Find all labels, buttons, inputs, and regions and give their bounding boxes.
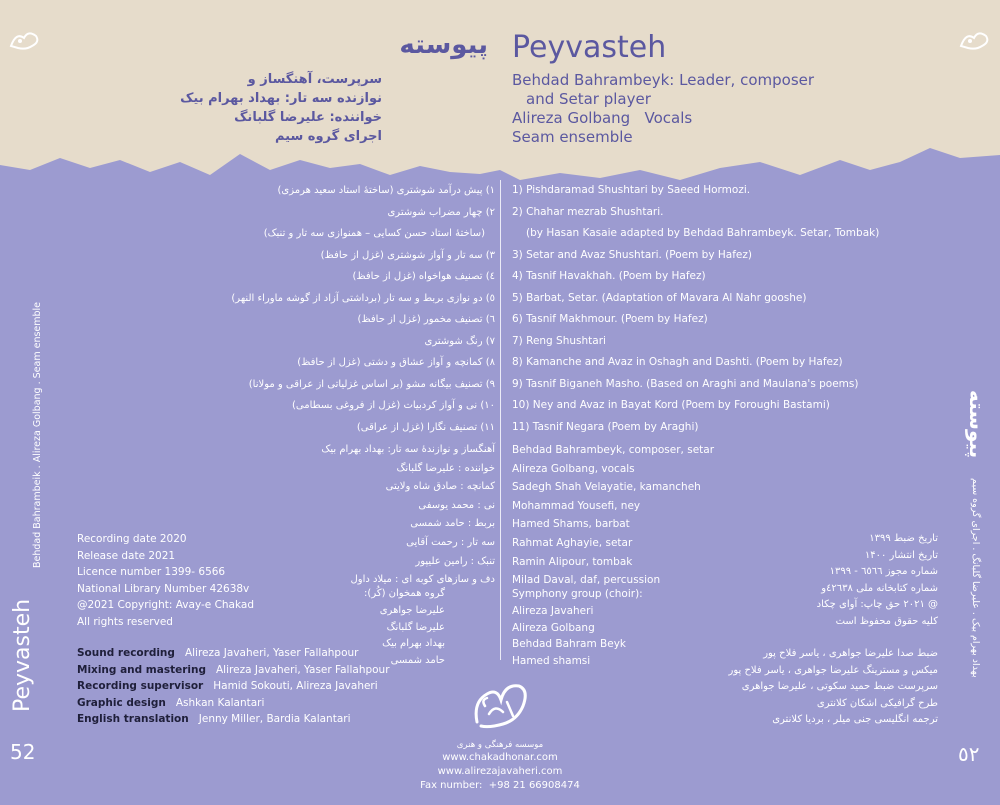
choir-item-fa: گروه همخوان (کُر): bbox=[364, 588, 445, 599]
track-item: (by Hasan Kasaie adapted by Behdad Bahrambeyk. Setar, Tombak) bbox=[526, 227, 880, 239]
title-en: Peyvasteh bbox=[512, 30, 667, 65]
production-line bbox=[77, 645, 390, 662]
production-names: Hamid Sokouti, Alireza Javaheri bbox=[213, 680, 378, 692]
publisher-web2[interactable]: www.alirezajavaheri.com bbox=[437, 766, 563, 777]
production-line bbox=[77, 695, 390, 712]
track-item: 5) Barbat, Setar. (Adaptation of Mavara Al Nahr gooshe) bbox=[512, 291, 807, 304]
release-line: @2021 Copyright: Avay-e Chakad bbox=[77, 599, 254, 611]
production-role: Sound recording bbox=[77, 647, 175, 659]
musician-item: Alireza Golbang, vocals bbox=[512, 462, 635, 475]
release-info-en bbox=[77, 531, 254, 630]
musicians-fa bbox=[321, 441, 495, 590]
musician-item: Sadegh Shah Velayatie, kamancheh bbox=[512, 481, 701, 494]
production-names: Alireza Javaheri, Yaser Fallahpour bbox=[216, 663, 390, 676]
credit-en-line: Seam ensemble bbox=[512, 128, 633, 146]
spine-right-title: پیوسته bbox=[965, 390, 989, 459]
production-names: Ashkan Kalantari bbox=[175, 696, 265, 709]
release-line: Licence number 1399- 6566 bbox=[77, 566, 226, 578]
credit-en-line: Alireza Golbang Vocals bbox=[512, 109, 693, 127]
credit-fa-line: خواننده: علیرضا گلبانگ bbox=[234, 110, 382, 125]
musician-item: Rahmat Aghayie, setar bbox=[512, 536, 633, 549]
choir-item: Alireza Javaheri bbox=[512, 604, 594, 617]
spine-right-number: ٥٢ bbox=[958, 742, 980, 766]
production-line bbox=[77, 662, 390, 679]
track-item-fa: ۳) سه تار و آواز شوشتری (غزل از حافظ) bbox=[320, 249, 495, 261]
track-item: 2) Chahar mezrab Shushtari. bbox=[512, 205, 664, 218]
choir-item-fa: علیرضا جواهری bbox=[379, 604, 445, 616]
track-item: 3) Setar and Avaz Shushtari. (Poem by Hafez) bbox=[512, 248, 752, 261]
credit-fa-line: نوازنده سه تار: بهداد بهرام بیک bbox=[180, 91, 382, 106]
musician-item: Mohammad Yousefi, ney bbox=[512, 499, 641, 512]
publisher-name-fa: موسسه فرهنگی و هنری bbox=[456, 740, 544, 750]
spine-left-subtitle: Behdad Bahrambeik . Alireza Golbang . Seam ensemble bbox=[32, 301, 43, 568]
release-line-fa: @ ۲۰۲۱ حق چاپ: آوای چکاد bbox=[816, 599, 938, 610]
release-line: National Library Number 42638v bbox=[77, 582, 250, 595]
credit-en-line: Behdad Bahrambeyk: Leader, composer bbox=[512, 71, 815, 89]
choir-item: Behdad Bahram Beyk bbox=[512, 638, 626, 651]
musician-item: Hamed Shams, barbat bbox=[512, 518, 630, 531]
release-line-fa: تاریخ انتشار ۱۴۰۰ bbox=[864, 549, 938, 561]
release-line-fa: کلیه حقوق محفوظ است bbox=[835, 615, 938, 627]
choir-item: Hamed shamsi bbox=[512, 655, 591, 668]
release-line: Release date 2021 bbox=[77, 549, 176, 562]
musician-item: Ramin Alipour, tombak bbox=[512, 555, 633, 568]
track-item: 10) Ney and Avaz in Bayat Kord (Poem by Foroughi Bastami) bbox=[512, 399, 830, 411]
production-role: Recording supervisor bbox=[77, 680, 204, 692]
production-line-fa: ضبط صدا علیرضا جواهری ، یاسر فلاح پور bbox=[763, 648, 938, 659]
production-names: Alireza Javaheri, Yaser Fallahpour bbox=[184, 647, 359, 659]
track-item: 7) Reng Shushtari bbox=[512, 334, 606, 347]
track-item: 6) Tasnif Makhmour. (Poem by Hafez) bbox=[512, 313, 708, 325]
credit-fa-line: اجرای گروه سیم bbox=[274, 129, 382, 144]
track-item: 9) Tasnif Biganeh Masho. (Based on Araghi and Maulana's poems) bbox=[512, 377, 859, 390]
production-credits-en bbox=[77, 645, 390, 728]
track-item-fa: ۱۰) نی و آواز کردبیات (غزل از فروغی بسطامی) bbox=[292, 400, 495, 411]
production-line bbox=[77, 711, 390, 728]
spine-right-subtitle: بهداد بهرام بیک . علیرضا گلبانگ . اجرای گروه سیم bbox=[970, 478, 981, 678]
release-line-fa: شماره مجوز ٦٥٦٦ - ۱۳۹۹ bbox=[829, 566, 938, 577]
musician-item-fa: تنبک : رامین علیپور bbox=[415, 555, 495, 567]
center-divider bbox=[500, 180, 501, 660]
choir-item-fa: بهداد بهرام بیک bbox=[382, 638, 445, 650]
release-line: Recording date 2020 bbox=[77, 533, 187, 545]
track-item-fa: ۱۱) تصنیف نگارا (غزل از عراقی) bbox=[356, 421, 495, 433]
credit-en-line: and Setar player bbox=[526, 90, 651, 108]
credit-fa-line: سرپرست، آهنگساز و bbox=[247, 72, 382, 87]
production-role: Graphic design bbox=[77, 696, 166, 709]
logo-icon-top-left bbox=[8, 28, 42, 52]
tracklist-fa bbox=[231, 180, 495, 438]
choir-en bbox=[512, 586, 643, 670]
production-line-fa: طرح گرافیکی اشکان کلانتری bbox=[816, 697, 938, 709]
title-fa: پیوسته bbox=[399, 30, 488, 60]
track-item-fa: (ساختهٔ استاد حسن کسایی – همنوازی سه تار و تنبک) bbox=[263, 228, 485, 239]
spine-left-number: 52 bbox=[10, 740, 36, 764]
musician-item: Milad Daval, daf, percussion bbox=[512, 574, 661, 587]
release-info-fa bbox=[817, 531, 938, 630]
track-item-fa: ۹) تصنیف بیگانه مشو (بر اساس غزلیاتی از عراقی و مولانا) bbox=[248, 378, 495, 390]
musician-item-fa: آهنگساز و نوازندهٔ سه تار: بهداد بهرام بیک bbox=[321, 444, 495, 455]
musician-item-fa: دف و سازهای کوبه ای : میلاد داول bbox=[350, 574, 495, 586]
release-line: All rights reserved bbox=[77, 615, 173, 628]
logo-icon-top-right bbox=[958, 28, 992, 52]
musician-item-fa: نی : محمد یوسفی bbox=[418, 499, 495, 511]
production-names: Jenny Miller, Bardia Kalantari bbox=[198, 713, 351, 725]
header-credits-en bbox=[512, 71, 814, 147]
spine-left-title: Peyvasteh bbox=[10, 598, 35, 712]
header-credits-fa bbox=[180, 70, 382, 146]
production-line bbox=[77, 678, 390, 695]
track-item-fa: ۱) پیش درآمد شوشتری (ساختهٔ استاد سعید هرمزی) bbox=[277, 185, 495, 196]
choir-item-fa: حامد شمسی bbox=[390, 655, 445, 667]
chakad-logo-icon bbox=[467, 672, 533, 738]
choir-item: Symphony group (choir): bbox=[512, 588, 643, 600]
musician-item-fa: بربط : حامد شمسی bbox=[410, 518, 495, 530]
production-role: English translation bbox=[77, 713, 189, 725]
release-line-fa: تاریخ ضبط ۱۳۹۹ bbox=[869, 533, 938, 544]
musicians-en bbox=[512, 441, 714, 590]
track-item-fa: ٤) تصنیف هواخواه (غزل از حافظ) bbox=[352, 271, 495, 282]
musician-item-fa: خواننده : علیرضا گلبانگ bbox=[396, 462, 495, 474]
musician-item-fa: کمانچه : صادق شاه ولایتی bbox=[385, 481, 495, 493]
track-item-fa: ۲) چهار مضراب شوشتری bbox=[387, 206, 495, 218]
production-line-fa: ترجمه انگلیسی جنی میلر ، بردیا کلانتری bbox=[772, 714, 938, 725]
track-item-fa: ٦) تصنیف مخمور (غزل از حافظ) bbox=[357, 314, 495, 325]
production-credits-fa bbox=[729, 646, 939, 729]
choir-item-fa: علیرضا گلبانگ bbox=[386, 621, 445, 633]
production-line-fa: میکس و مسترینگ علیرضا جواهری ، یاسر فلاح پور bbox=[728, 664, 938, 676]
production-line-fa: سرپرست ضبط حمید سکوتی ، علیرضا جواهری bbox=[741, 681, 938, 692]
choir-item: Alireza Golbang bbox=[512, 621, 595, 634]
track-item: 4) Tasnif Havakhah. (Poem by Hafez) bbox=[512, 270, 706, 282]
track-item-fa: ۸) کمانچه و آواز عشاق و دشتی (غزل از حافظ) bbox=[297, 357, 495, 368]
track-item: 11) Tasnif Negara (Poem by Araghi) bbox=[512, 420, 699, 433]
track-item-fa: ٥) دو نوازی بربط و سه تار (برداشتی آزاد از گوشه ماوراء النهر) bbox=[231, 292, 495, 304]
track-item: 8) Kamanche and Avaz in Oshagh and Dashti. (Poem by Hafez) bbox=[512, 356, 843, 368]
production-role: Mixing and mastering bbox=[77, 663, 206, 676]
publisher-web1[interactable]: www.chakadhonar.com bbox=[442, 752, 558, 763]
track-item-fa: ۷) رنگ شوشتری bbox=[424, 335, 495, 347]
release-line-fa: شماره کتابخانه ملی ٤٢٦٣٨و bbox=[821, 582, 938, 594]
musician-item-fa: سه تار : رحمت آقایی bbox=[406, 536, 495, 548]
track-item: 1) Pishdaramad Shushtari by Saeed Hormozi. bbox=[512, 184, 751, 196]
publisher-fax: Fax number: +98 21 66908474 bbox=[420, 780, 580, 791]
tracklist-en bbox=[512, 180, 879, 438]
musician-item: Behdad Bahrambeyk, composer, setar bbox=[512, 444, 715, 456]
